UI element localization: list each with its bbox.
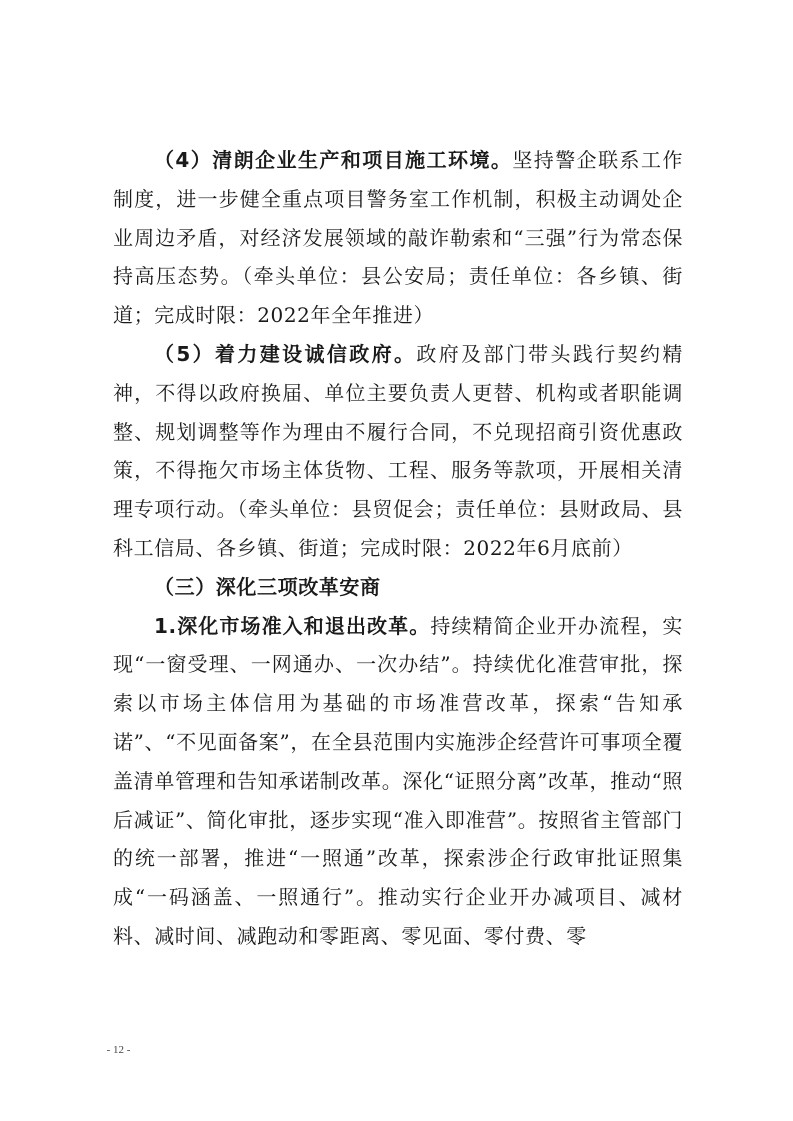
paragraph-text: 政府及部门带头践行契约精神，不得以政府换届、单位主要负责人更替、机构或者职能调整、规划调整等作为理由不履行合同，不兑现招商引资优惠政策，不得拖欠市场主体货物、工程、服务等款项，开展相关清理专项行动。（牵头单位：县贸促会；责任单位：县财政局、县科工信局、各乡镇、街道；完成时限：2022年6月底前）	[113, 341, 683, 560]
paragraph-item-1	[113, 607, 683, 956]
section-heading-text: （三）深化三项改革安商	[154, 574, 381, 599]
document-body	[113, 141, 683, 956]
paragraph-item-4	[113, 141, 683, 335]
paragraph-text: 坚持警企联系工作制度，进一步健全重点项目警务室工作机制，积极主动调处企业周边矛盾，对经济发展领域的敲诈勒索和“三强”行为常态保持高压态势。（牵头单位：县公安局；责任单位：各乡镇、街道；完成时限：2022年全年推进）	[113, 148, 683, 328]
paragraph-item-5	[113, 335, 683, 568]
page-number: - 12 -	[106, 1044, 131, 1056]
paragraph-heading: 1.深化市场准入和退出改革。	[154, 613, 431, 638]
paragraph-text: 持续精简企业开办流程，实现“一窗受理、一网通办、一次办结”。持续优化准营审批，探索以市场主体信用为基础的市场准营改革，探索“告知承诺”、“不见面备案”，在全县范围内实施涉企经营许可事项全覆盖清单管理和告知承诺制改革。深化“证照分离”改革，推动“照后减证”、简化审批，逐步实现“准入即准营”。按照省主管部门的统一部署，推进“一照通”改革，探索涉企行政审批证照集成“一码涵盖、一照通行”。推动实行企业开办减项目、减材料、减时间、减跑动和零距离、零见面、零付费、零	[113, 613, 684, 948]
section-heading	[113, 568, 683, 607]
paragraph-heading: （5）着力建设诚信政府。	[154, 341, 417, 366]
paragraph-heading: （4）清朗企业生产和项目施工环境。	[154, 148, 513, 172]
